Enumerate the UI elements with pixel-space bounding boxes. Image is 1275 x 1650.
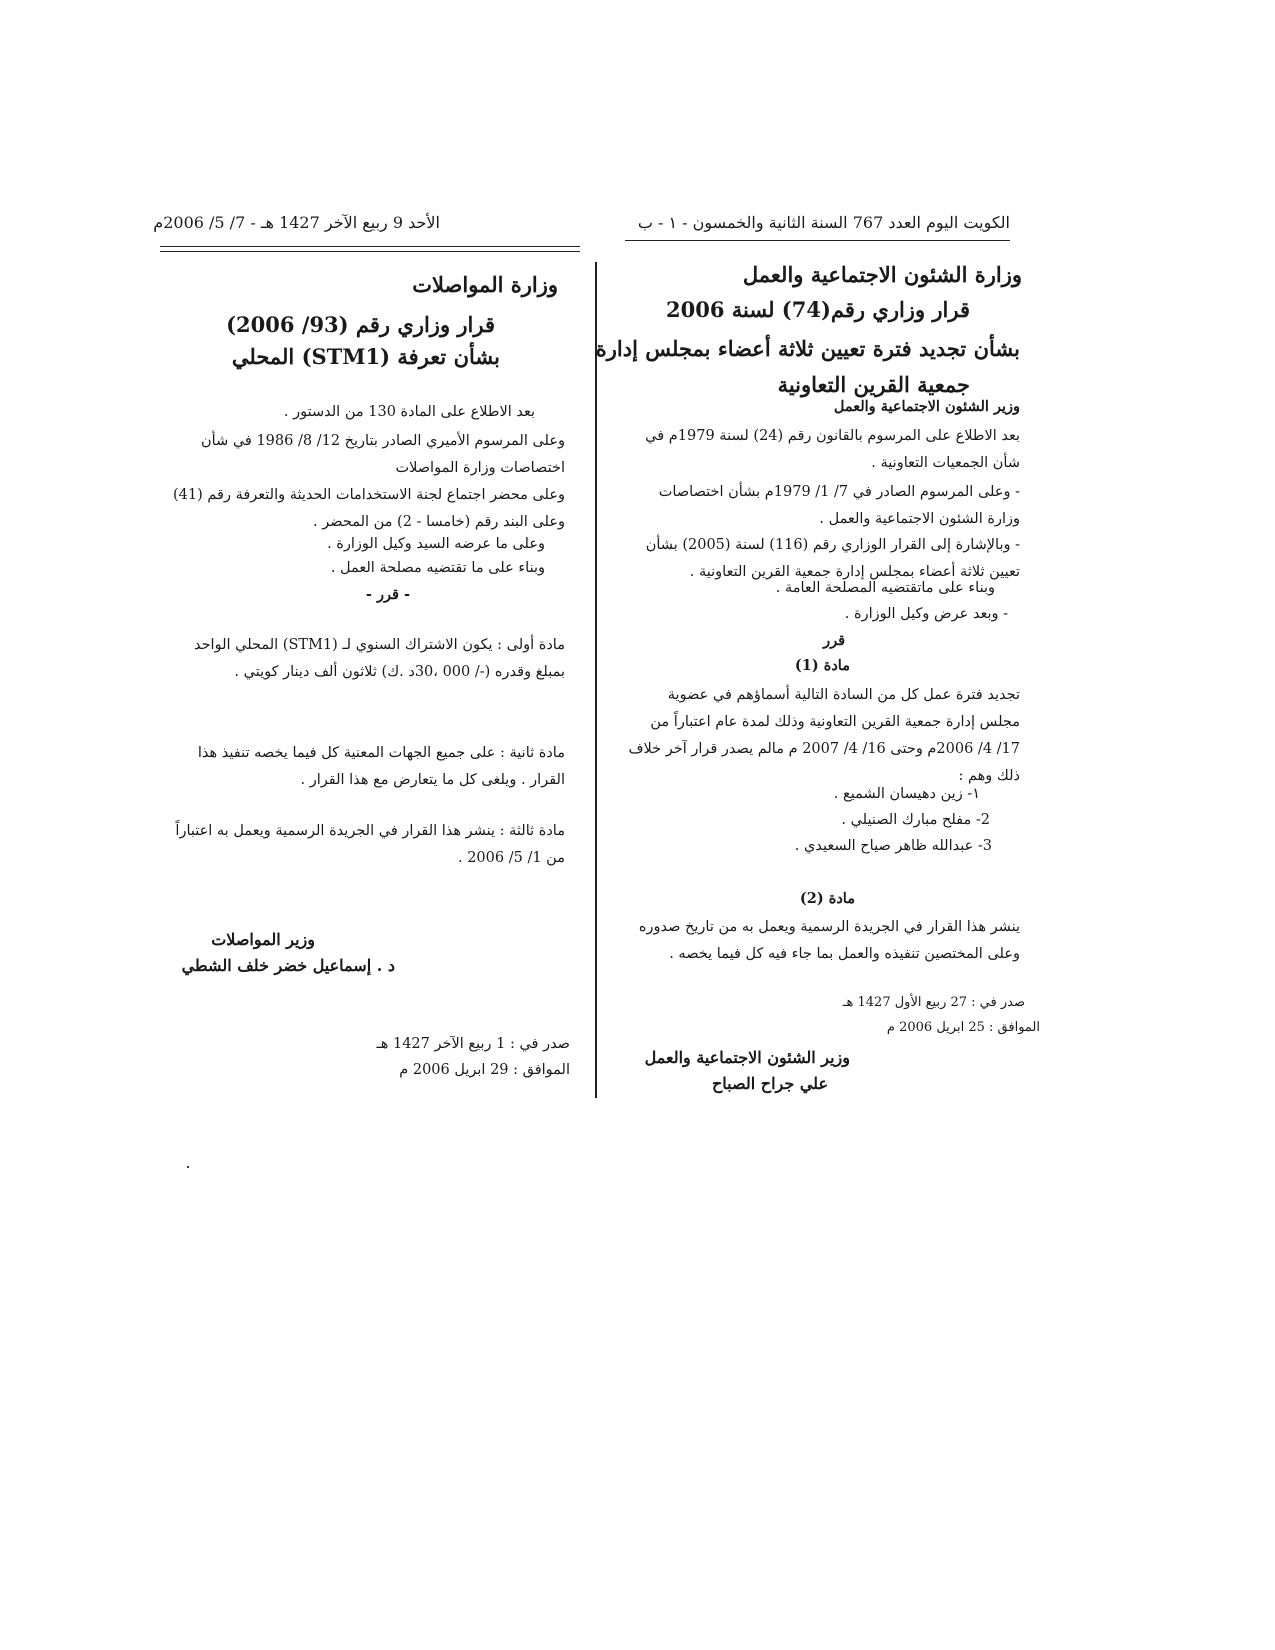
- left-article-1: مادة أولى : يكون الاشتراك السنوي لـ (STM1) المحلي الواحد بمبلغ وقدره (-/ 000 ،30د .ك) ثلاثون ألف دينار كويتي .: [193, 637, 565, 680]
- member-1: ١- زين دهيسان الشميع .: [833, 786, 980, 802]
- preamble-3: - وبالإشارة إلى القرار الوزاري رقم (116) لسنة (2005) بشأن تعيين ثلاثة أعضاء بمجلس إدارة جمعية القرين التعاونية .: [645, 537, 1020, 580]
- left-decision-subject: بشأن تعرفة (STM1) المحلي: [231, 344, 500, 369]
- left-preamble-4: وعلى ما عرضه السيد وكيل الوزارة .: [327, 536, 545, 552]
- header-issue-info: الكويت اليوم العدد 767 السنة الثانية والخمسون - ١ - ب: [637, 213, 1010, 232]
- minister-intro: وزير الشئون الاجتماعية والعمل: [833, 398, 1020, 415]
- left-decided-label: - قرر -: [365, 586, 410, 603]
- article-2-text: ينشر هذا القرار في الجريدة الرسمية ويعمل به من تاريخ صدوره وعلى المختصين تنفيذه والعمل بما جاء فيه كل فيما يخصه .: [638, 919, 1020, 962]
- article-2-title: مادة (2): [799, 890, 855, 907]
- member-3: 3- عبدالله ظاهر صياح السعيدي .: [794, 838, 992, 854]
- decision-number: قرار وزاري رقم(74) لسنة 2006: [666, 297, 970, 322]
- preamble-1: بعد الاطلاع على المرسوم بالقانون رقم (24) لسنة 1979م في شأن الجمعيات التعاونية .: [645, 428, 1020, 471]
- ministry-title: وزارة الشئون الاجتماعية والعمل: [742, 262, 1022, 287]
- column-divider: [595, 262, 597, 1098]
- left-preamble-1: بعد الاطلاع على المادة 130 من الدستور .: [283, 404, 535, 420]
- issued-gregorian: الموافق : 25 ابريل 2006 م: [886, 1020, 1040, 1035]
- header-rule-left-thin: [160, 251, 580, 252]
- left-issued-hijri: صدر في : 1 ربيع الآخر 1427 هـ: [376, 1036, 570, 1052]
- header-rule-right: [625, 240, 1010, 241]
- left-minister-title: وزير المواصلات: [211, 930, 315, 949]
- minister-title: وزير الشئون الاجتماعية والعمل: [644, 1048, 850, 1067]
- header-rule-left: [160, 246, 580, 247]
- minister-name: علي جراح الصباح: [711, 1074, 828, 1093]
- preamble-4: وبناء على ماتقتضيه المصلحة العامة .: [775, 580, 995, 596]
- issued-hijri: صدر في : 27 ربيع الأول 1427 هـ: [842, 995, 1025, 1010]
- left-preamble-5: وبناء على ما تقتضيه مصلحة العمل .: [330, 560, 545, 576]
- decision-subject-line1: بشأن تجديد فترة تعيين ثلاثة أعضاء بمجلس إدارة: [595, 336, 1020, 361]
- header-date: الأحد 9 ربيع الآخر 1427 هـ - 7/ 5/ 2006م: [153, 213, 440, 232]
- left-minister-name: د . إسماعيل خضر خلف الشطي: [181, 956, 395, 975]
- scan-speck: [187, 1166, 189, 1168]
- preamble-2: - وعلى المرسوم الصادر في 7/ 1/ 1979م بشأن اختصاصات وزارة الشئون الاجتماعية والعمل .: [658, 484, 1020, 527]
- article-1-title: مادة (1): [794, 657, 850, 674]
- article-1-text: تجديد فترة عمل كل من السادة التالية أسماؤهم في عضوية مجلس إدارة جمعية القرين التعاونية وذلك لمدة عام اعتباراً من 17/ 4/ 2006م وحتى 16/ 4/ 2007 م مالم يصدر قرار آخر خلاف ذلك وهم :: [628, 687, 1020, 784]
- left-preamble-2: وعلى المرسوم الأميري الصادر بتاريخ 12/ 8/ 1986 في شأن اختصاصات وزارة المواصلات: [201, 433, 565, 476]
- right-column: [612, 262, 1022, 287]
- left-article-3: مادة ثالثة : ينشر هذا القرار في الجريدة الرسمية ويعمل به اعتباراً من 1/ 5/ 2006 .: [175, 823, 565, 866]
- left-issued-gregorian: الموافق : 29 ابريل 2006 م: [399, 1062, 570, 1078]
- decided-label: قرر: [823, 632, 845, 649]
- left-preamble-3: وعلى محضر اجتماع لجنة الاستخدامات الحديثة والتعرفة رقم (41) وعلى البند رقم (خامسا - 2) من المحضر .: [172, 487, 565, 530]
- decision-subject-line2: جمعية القرين التعاونية: [777, 372, 970, 397]
- left-decision-number: قرار وزاري رقم (93/ 2006): [226, 312, 495, 337]
- left-ministry-title: وزارة المواصلات: [412, 272, 558, 297]
- member-2: 2- مفلح مبارك الصنيلي .: [841, 812, 990, 828]
- left-article-2: مادة ثانية : على جميع الجهات المعنية كل فيما يخصه تنفيذ هذا القرار . ويلغى كل ما يتعارض مع هذا القرار .: [197, 745, 565, 788]
- preamble-5: - وبعد عرض وكيل الوزارة .: [844, 606, 1008, 622]
